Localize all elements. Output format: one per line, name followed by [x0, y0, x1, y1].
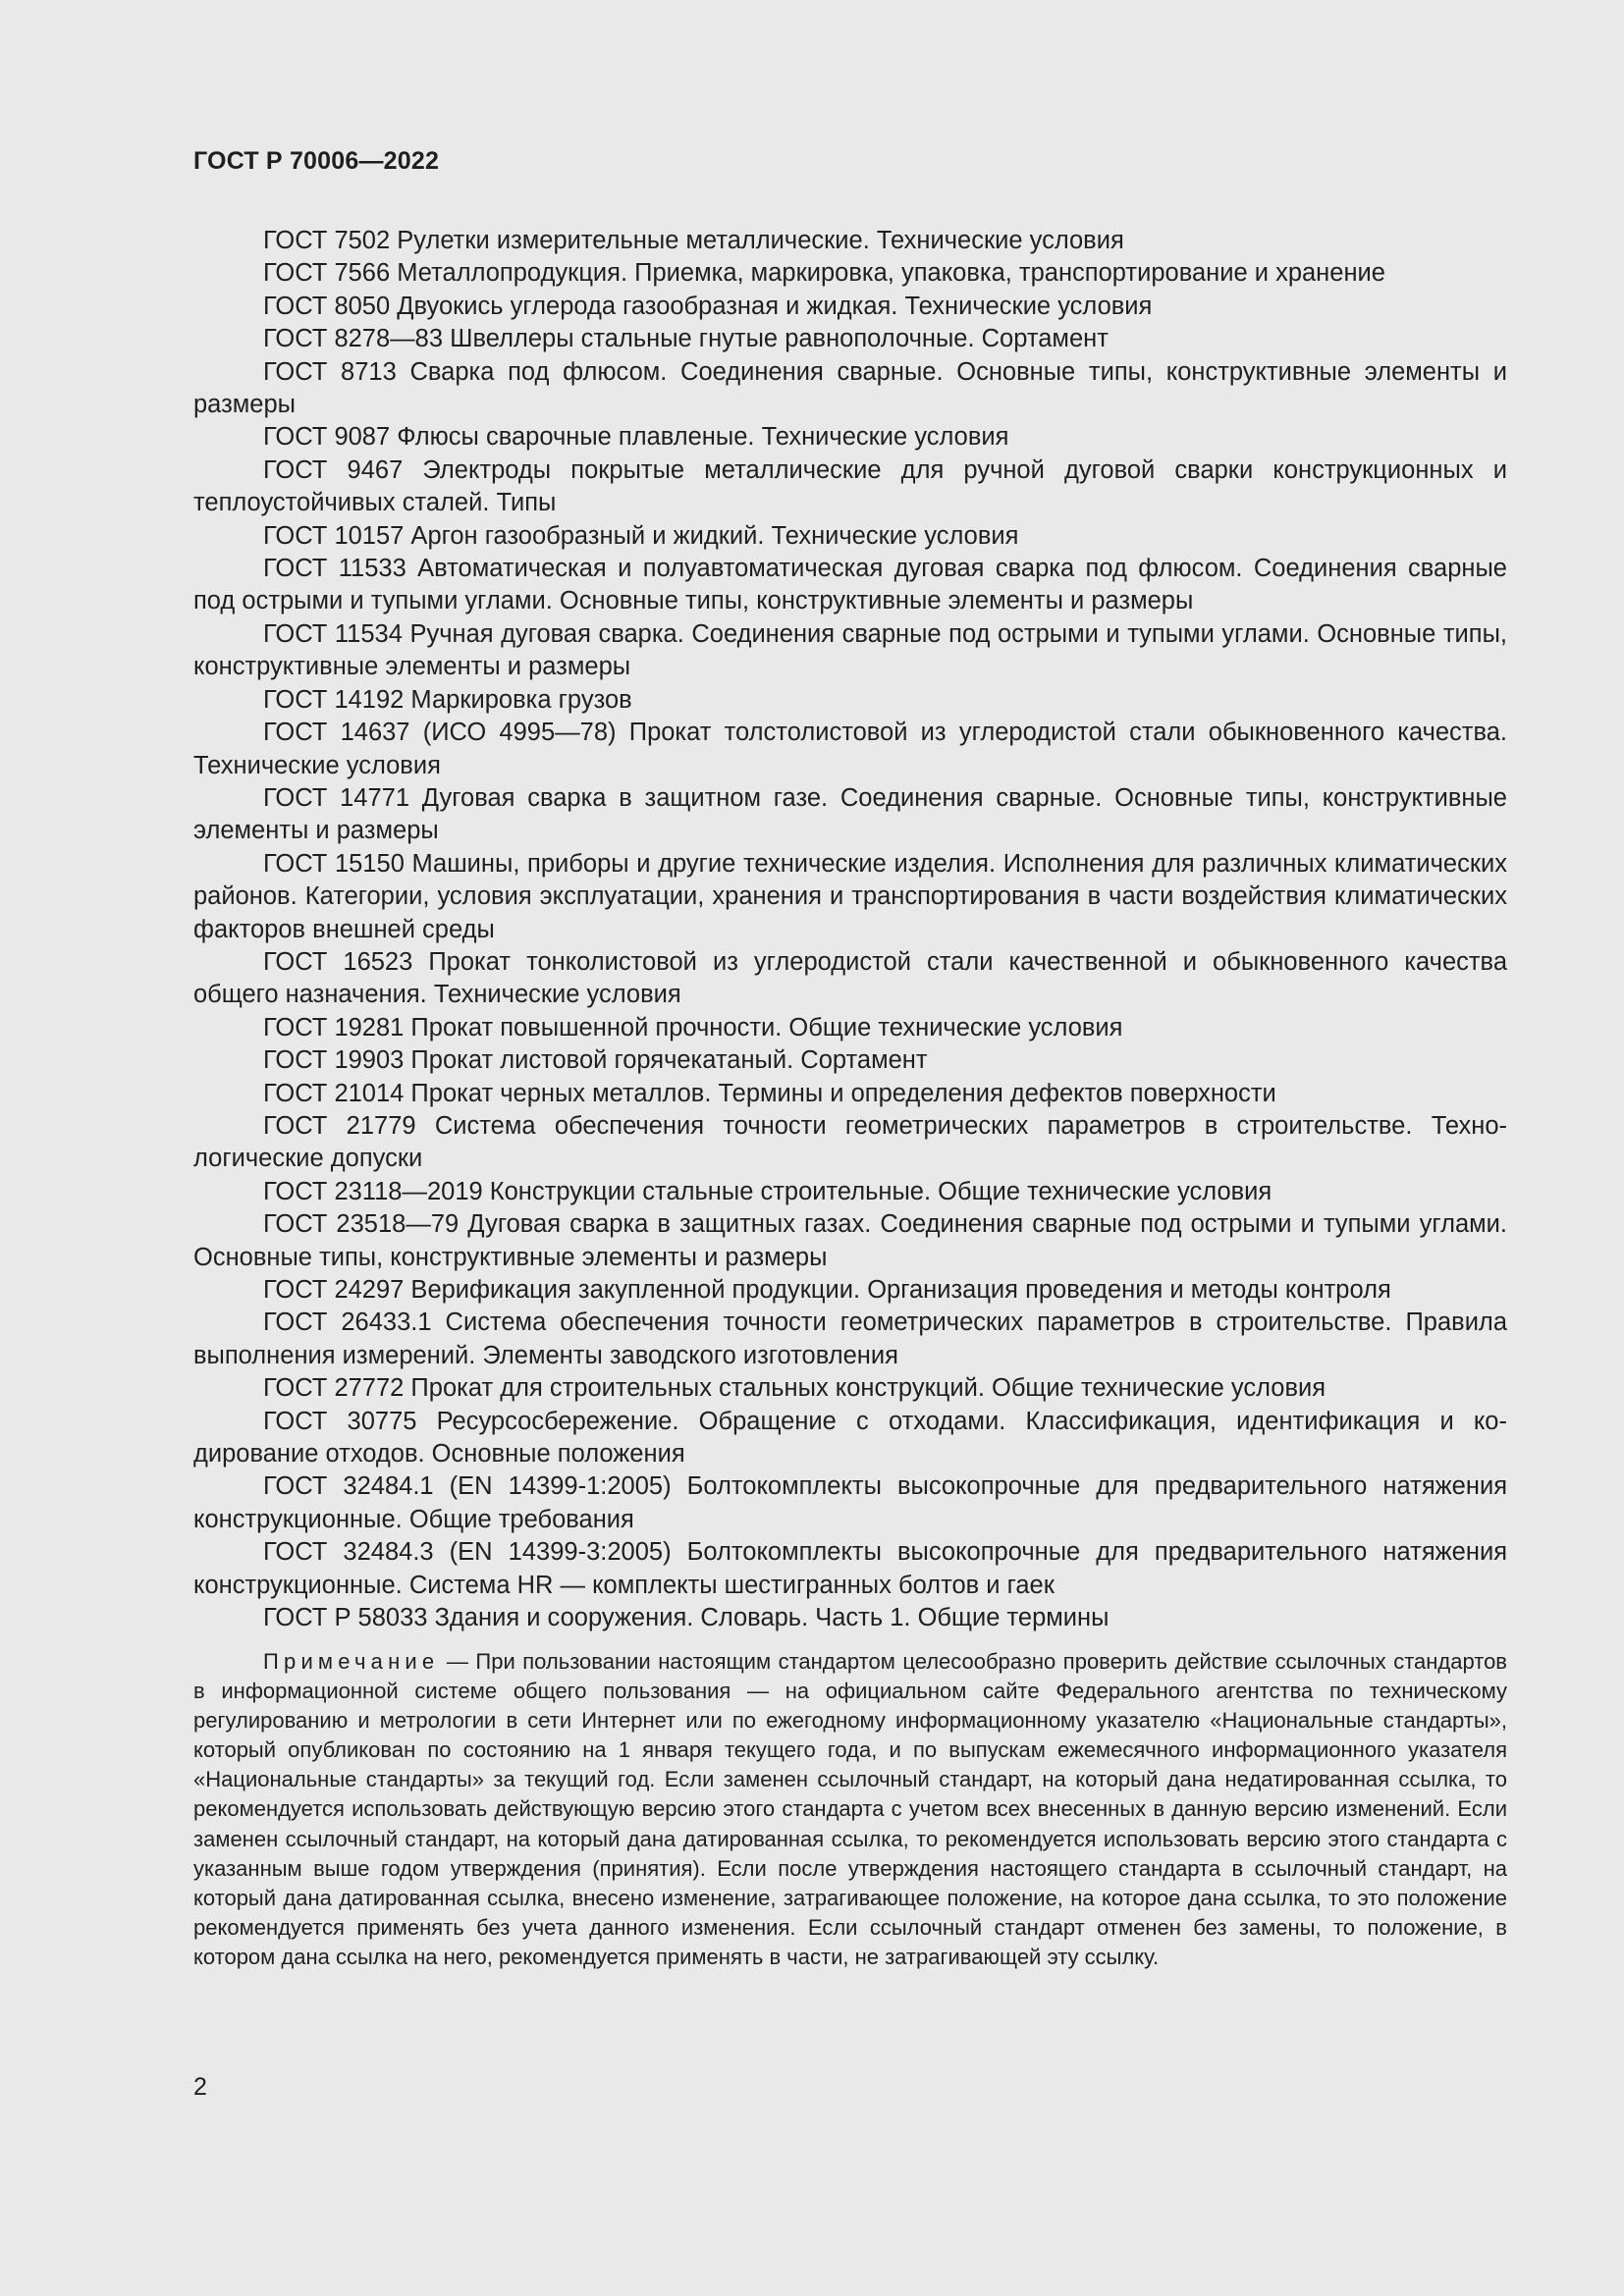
reference-item: ГОСТ 23118—2019 Конструкции стальные строительные. Общие технические условия [263, 1177, 1272, 1205]
note-text: При пользовании настоящим стандартом целесообразно проверить действие ссылочных стандартов в информационной системе общего пользования — на официальном сайте Федерального агентства по техническому регулированию и метрологии в сети Интернет или по ежегодному информационному указателю «Национальные стандарты», который опубликован по состоянию на 1 января текущего года, и по выпускам ежемесячного информационного указателя «Национальные стандарты» за текущий год. Если заменен ссылочный стандарт, на который дана недатированная ссылка, то рекомендуется использовать действующую версию этого стандарта с учетом всех внесенных в данную версию изменений. Если заменен ссылочный стандарт, на который дана датированная ссылка, то рекомендуется использовать версию этого стандарта с указанным выше годом утверждения (принятия). Если после утверждения настоящего стандарта в ссылочный стандарт, на который дана датированная ссылка, внесено изменение, затрагивающее положение, на которое дана ссылка, то это положение рекомендуется применять без учета данного изменения. Если ссылочный стандарт отменен без замены, то положение, в котором дана ссылка на него, рекомендуется применять в части, не затрагивающей эту ссылку. [193, 1649, 1507, 1969]
reference-item: ГОСТ 7566 Металлопродукция. Приемка, маркировка, упаковка, транспортирование и хранение [263, 259, 1385, 288]
reference-item: ГОСТ 30775 Ресурсосбережение. Обращение с отходами. Классификация, идентификация и кодирование отходов. Основные положения [193, 1407, 1507, 1468]
note-paragraph [193, 1647, 1507, 1972]
reference-item: ГОСТ 8050 Двуокись углерода газообразная и жидкая. Технические условия [263, 292, 1153, 320]
reference-item: ГОСТ 8278—83 Швеллеры стальные гнутые равнополочные. Сортамент [263, 325, 1109, 353]
reference-item: ГОСТ 21779 Система обеспечения точности геометрических параметров в строительстве. Технологические допуски [193, 1111, 1507, 1173]
reference-item: ГОСТ 32484.3 (EN 14399-3:2005) Болтокомплекты высокопрочные для предварительного натяжения конструкционные. Система HR — комплекты шестигранных болтов и гаек [193, 1538, 1507, 1599]
reference-item: ГОСТ 19903 Прокат листовой горячекатаный. Сортамент [263, 1046, 928, 1075]
reference-item: ГОСТ 32484.1 (EN 14399-1:2005) Болтокомплекты высокопрочные для предварительного натяжения конструкционные. Общие требования [193, 1472, 1507, 1533]
document-header: ГОСТ Р 70006—2022 [193, 147, 440, 175]
page-number: 2 [193, 2073, 207, 2101]
reference-item: ГОСТ 26433.1 Система обеспечения точности геометрических параметров в строительстве. Правила выполнения измерений. Элементы заводского изготовления [193, 1308, 1507, 1369]
reference-item: ГОСТ 14192 Маркировка грузов [263, 685, 632, 714]
reference-item: ГОСТ 11533 Автоматическая и полуавтоматическая дуговая сварка под флюсом. Соединения сварные под острыми и тупыми углами. Основные типы, конструктивные элементы и размеры [193, 555, 1507, 615]
reference-item: ГОСТ 23518—79 Дуговая сварка в защитных газах. Соединения сварные под острыми и тупыми углами. Основные типы, конструктивные элементы и размеры [193, 1210, 1507, 1271]
reference-item: ГОСТ 10157 Аргон газообразный и жидкий. Технические условия [263, 521, 1019, 550]
note-dash: — [439, 1649, 476, 1674]
reference-item: ГОСТ 16523 Прокат тонколистовой из углеродистой стали качественной и обыкновенного качества общего назначения. Технические условия [193, 947, 1507, 1009]
references-list [193, 225, 1507, 1634]
reference-item: ГОСТ 7502 Рулетки измерительные металлические. Технические условия [263, 227, 1124, 254]
reference-item: ГОСТ 9087 Флюсы сварочные плавленые. Технические условия [263, 423, 1009, 452]
reference-item: ГОСТ 15150 Машины, приборы и другие технические изделия. Исполнения для различных климатических районов. Категории, условия эксплуатации, хранения и транспортирования в части воздействия климатических факторов внешней среды [193, 849, 1507, 943]
reference-item: ГОСТ 11534 Ручная дуговая сварка. Соединения сварные под острыми и тупыми углами. Основные типы, конструктивные элементы и размеры [193, 619, 1507, 681]
reference-item: ГОСТ 19281 Прокат повышенной прочности. Общие технические условия [263, 1013, 1123, 1041]
reference-item: ГОСТ Р 58033 Здания и сооружения. Словарь. Часть 1. Общие термины [263, 1604, 1110, 1632]
reference-item: ГОСТ 14771 Дуговая сварка в защитном газе. Соединения сварные. Основные типы, конструктивные элементы и размеры [193, 783, 1507, 845]
reference-item: ГОСТ 24297 Верификация закупленной продукции. Организация проведения и методы контроля [263, 1276, 1391, 1304]
reference-item: ГОСТ 21014 Прокат черных металлов. Термины и определения дефектов поверхности [263, 1079, 1276, 1107]
reference-item: ГОСТ 14637 (ИСО 4995—78) Прокат толстолистовой из углеродистой стали обыкновенного качества. Технические условия [193, 719, 1507, 779]
reference-item: ГОСТ 9467 Электроды покрытые металлические для ручной дуговой сварки конструкционных и теплоустойчивых сталей. Типы [193, 455, 1507, 517]
note-label: Примечание [263, 1649, 440, 1674]
reference-item: ГОСТ 27772 Прокат для строительных стальных конструкций. Общие технические условия [263, 1374, 1326, 1403]
reference-item: ГОСТ 8713 Сварка под флюсом. Соединения сварные. Основные типы, конструктивные элементы и размеры [193, 357, 1507, 419]
